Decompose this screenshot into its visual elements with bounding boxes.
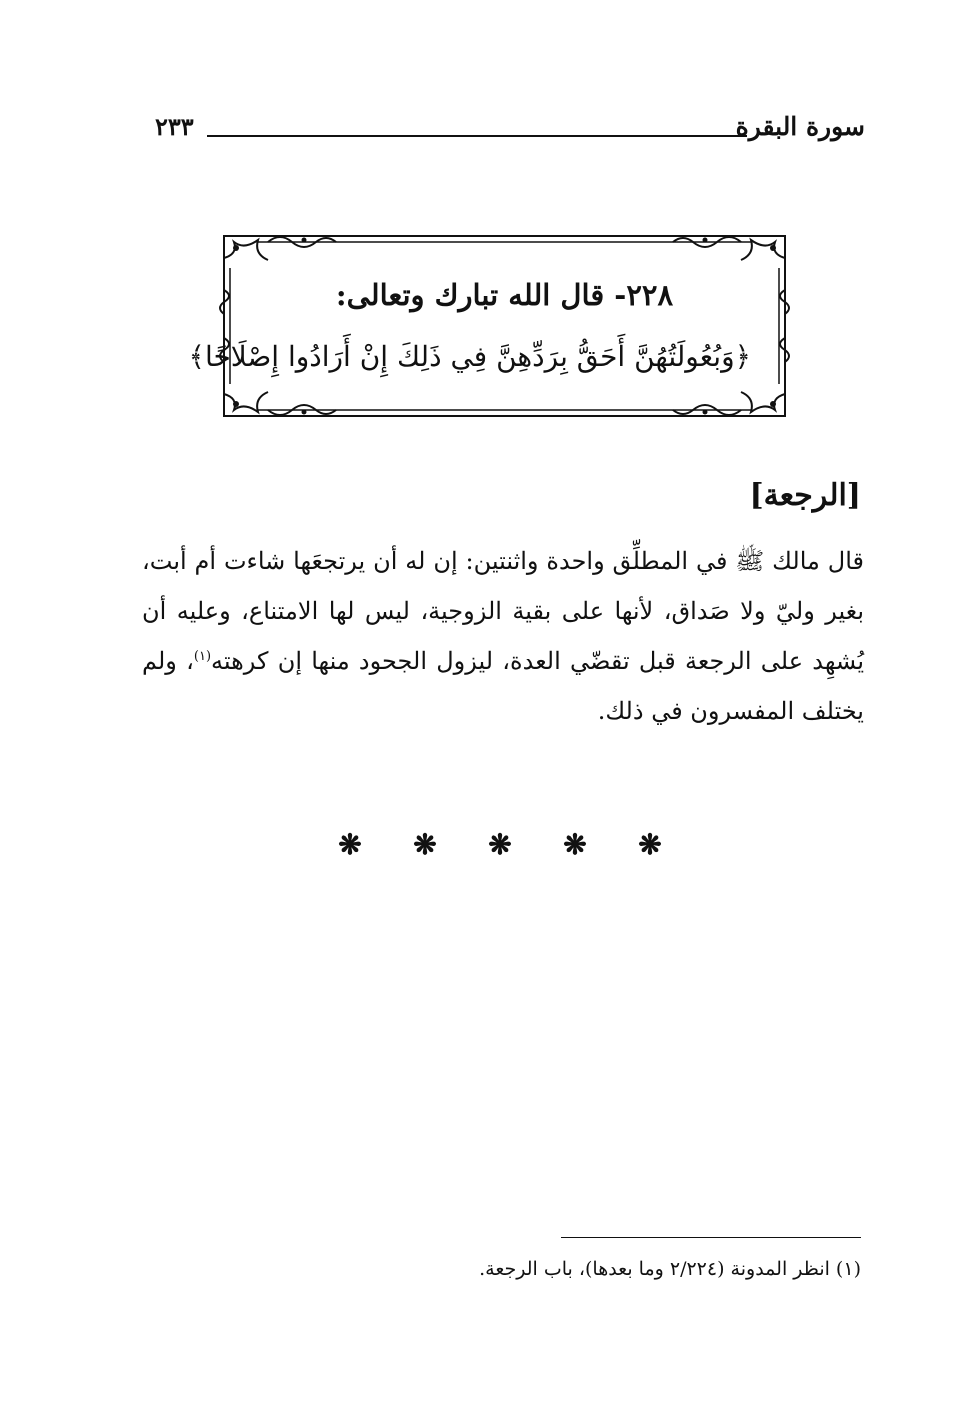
star-icon: ❋ xyxy=(563,828,587,861)
separator-stars xyxy=(330,828,670,861)
paragraph-main: قال مالك ﷺ في المطلِّق واحدة واثنتين: إن له أن يرتجعَها شاءت أم أبت، بغير وليّ ولا صَداق، لأنها على بقية الزوجية، ليس لها الامتناع، وعليه أن يُشهِد على الرجعة قبل تقضّي العدة، ليزول الجحود منها إن كرهته xyxy=(142,547,865,675)
page-number: ٢٣٣ xyxy=(155,112,194,141)
running-header xyxy=(155,112,865,148)
footnote-reference[interactable]: (١) xyxy=(193,649,212,664)
star-icon: ❋ xyxy=(413,828,437,861)
surah-title: سورة البقرة xyxy=(735,112,865,141)
footnote: (١) انظر المدونة (٢/٢٢٤ وما بعدها)، باب الرجعة. xyxy=(479,1258,861,1280)
ornament-frame-icon xyxy=(188,228,791,424)
quran-verse: ﴿وَبُعُولَتُهُنَّ أَحَقُّ بِرَدِّهِنَّ فِي ذَلِكَ إِنْ أَرَادُوا إِصْلَاحًا﴾ xyxy=(188,340,751,373)
footnote-rule xyxy=(561,1237,861,1238)
star-icon: ❋ xyxy=(638,828,662,861)
verse-heading: ٢٢٨- قال الله تبارك وتعالى: xyxy=(335,278,674,312)
header-rule xyxy=(207,135,747,137)
section-title: [الرجعة] xyxy=(749,478,861,513)
verse-frame xyxy=(188,228,791,424)
paragraph-tail: ، ولم يختلف المفسرون في ذلك. xyxy=(142,647,864,725)
star-icon: ❋ xyxy=(338,828,362,861)
star-icon: ❋ xyxy=(488,828,512,861)
body-paragraph xyxy=(142,536,864,736)
